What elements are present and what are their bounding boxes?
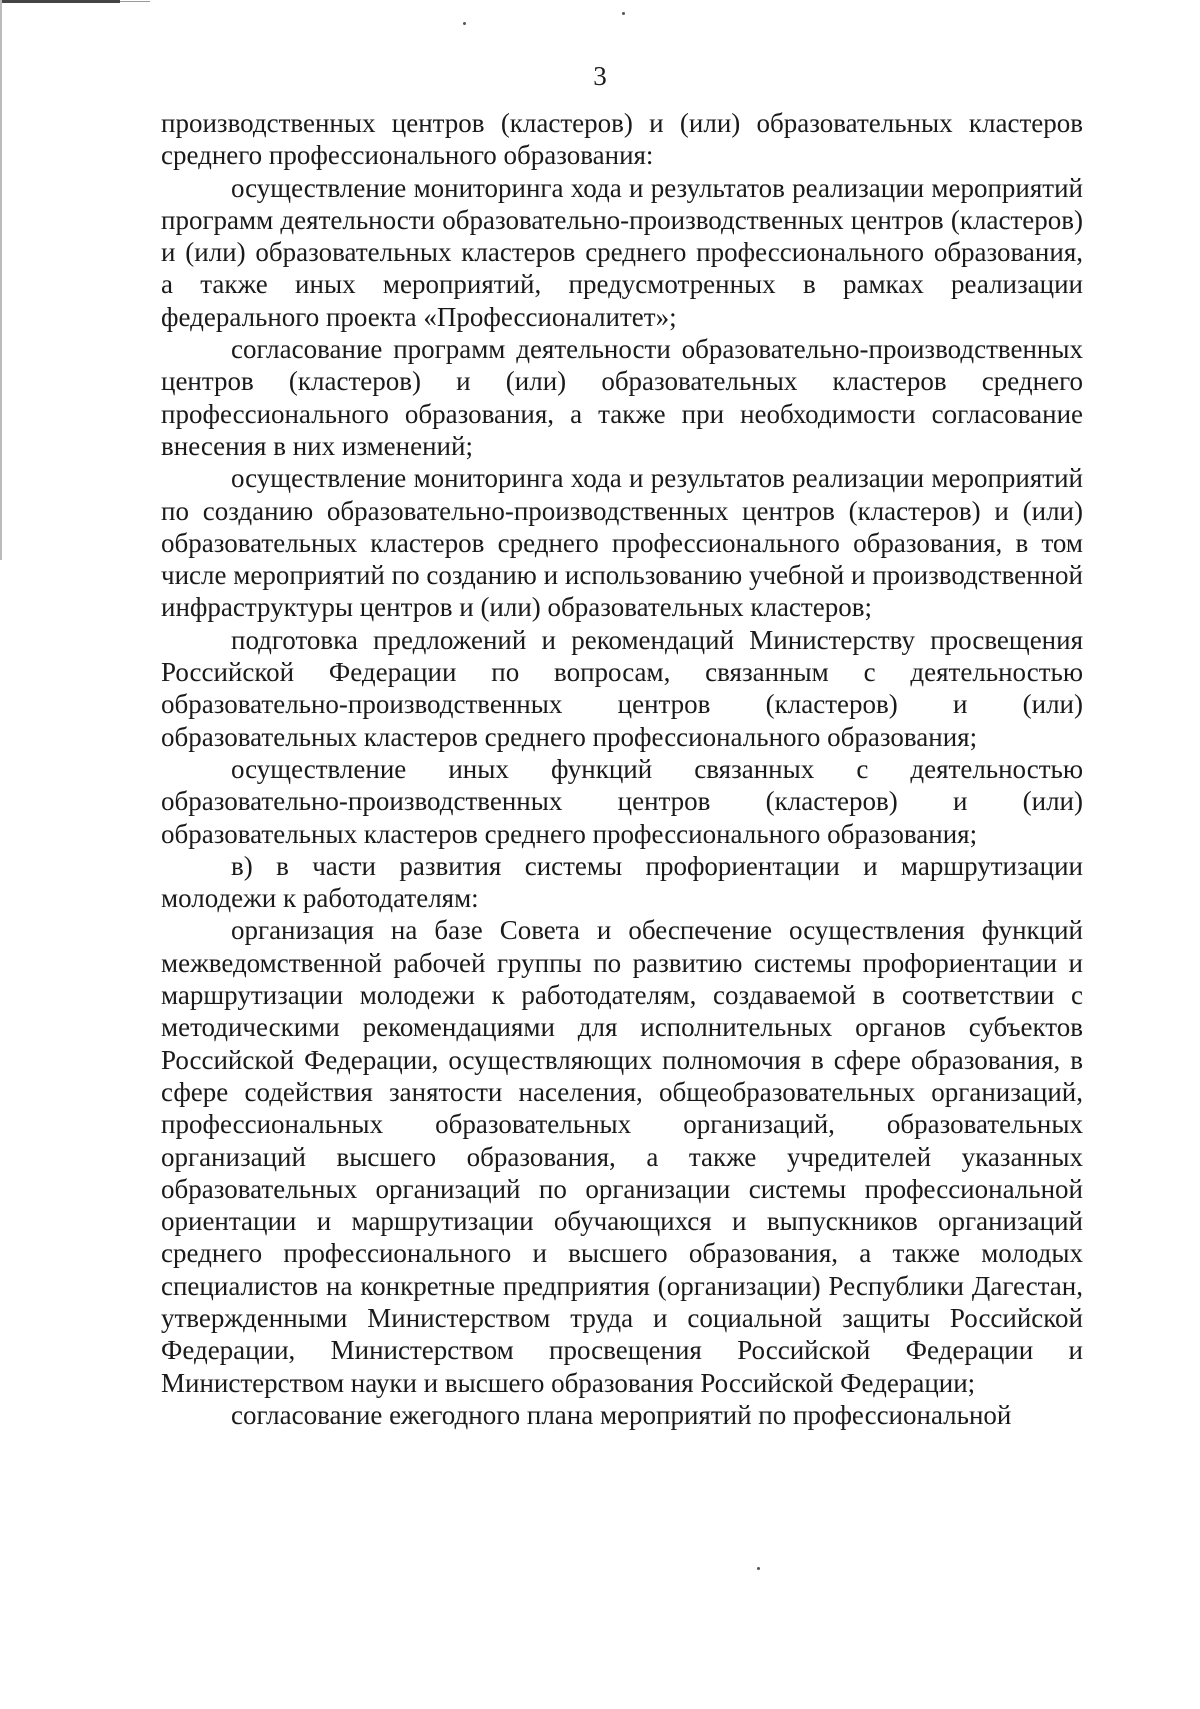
paragraph: подготовка предложений и рекомендаций Министерству просвещения Российской Федерации по вопросам, связанным с деятельностью образовательно-производственных центров (кластеров) и (или) образовательных кластеров среднего профессионального образования; <box>161 624 1083 752</box>
scan-artifact <box>120 1 150 2</box>
page-number: 3 <box>593 61 607 91</box>
scan-speck <box>463 22 466 25</box>
paragraph: осуществление мониторинга хода и результатов реализации мероприятий программ деятельности образовательно-производственных центров (кластеров) и (или) образовательных кластеров среднего профессионального образования, а также иных мероприятий, предусмотренных в рамках реализации федерального проекта «Профессионалитет»; <box>161 172 1083 332</box>
scan-speck <box>622 12 625 15</box>
scan-speck <box>757 1567 760 1570</box>
document-body <box>161 107 1083 1431</box>
paragraph: согласование ежегодного плана мероприятий по профессиональной <box>231 1399 1012 1430</box>
paragraph: осуществление иных функций связанных с деятельностью образовательно-производственных центров (кластеров) и (или) образовательных кластеров среднего профессионального образования; <box>161 753 1083 849</box>
paragraph: производственных центров (кластеров) и (или) образовательных кластеров среднего профессионального образования: <box>161 108 1083 171</box>
scan-artifact <box>0 0 120 3</box>
paragraph: осуществление мониторинга хода и результатов реализации мероприятий по созданию образовательно-производственных центров (кластеров) и (или) образовательных кластеров среднего профессионального образования, в том числе мероприятий по созданию и использованию учебной и производственной инфраструктуры центров и (или) образовательных кластеров; <box>161 463 1083 623</box>
paragraph: организация на базе Совета и обеспечение осуществления функций межведомственной рабочей группы по развитию системы профориентации и маршрутизации молодежи к работодателям, создаваемой в соответствии с методическими рекомендациями для исполнительных органов субъектов Российской Федерации, осуществляющих полномочия в сфере образования, в сфере содействия занятости населения, общеобразовательных организаций, профессиональных образовательных организаций, образовательных организаций высшего образования, а также учредителей указанных образовательных организаций по организации системы профессиональной ориентации и маршрутизации обучающихся и выпускников организаций среднего профессионального и высшего образования, а также молодых специалистов на конкретные предприятия (организации) Республики Дагестан, утвержденными Министерством труда и социальной защиты Российской Федерации, Министерством просвещения Российской Федерации и Министерством науки и высшего образования Российской Федерации; <box>161 915 1083 1398</box>
paragraph: в) в части развития системы профориентации и маршрутизации молодежи к работодателям: <box>161 850 1083 914</box>
paragraph: согласование программ деятельности образовательно-производственных центров (кластеров) и (или) образовательных кластеров среднего профессионального образования, а также при необходимости согласование внесения в них изменений; <box>161 334 1083 461</box>
